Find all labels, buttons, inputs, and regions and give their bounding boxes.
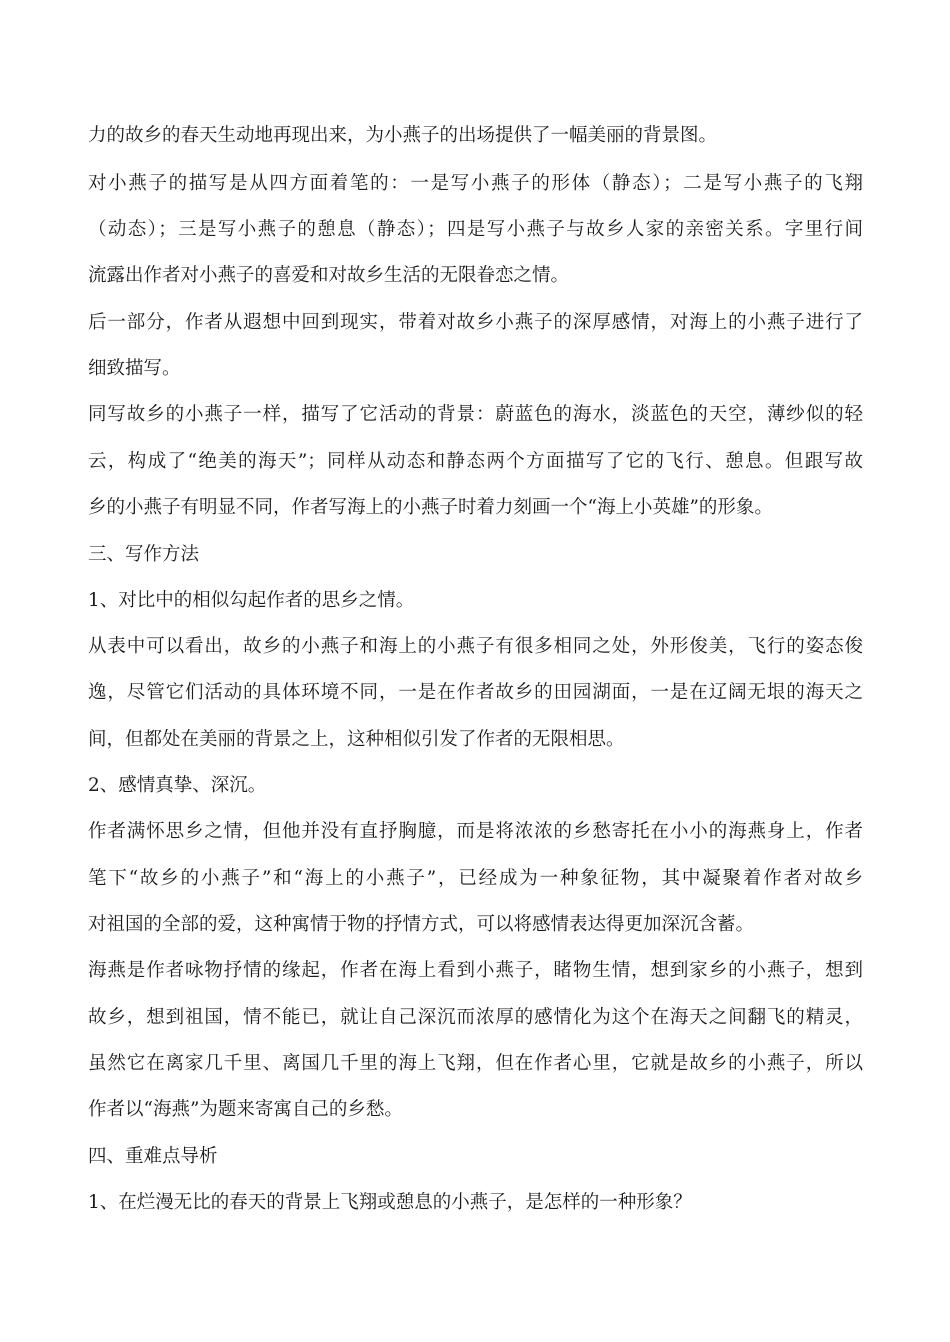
section-heading: 三、写作方法 (88, 544, 200, 565)
text-line: 后一部分，作者从遐想中回到现实，带着对故乡小燕子的深厚感情，对海上的小燕子进行了 (88, 312, 863, 333)
text-line: （动态）；三是写小燕子的憩息（静态）；四是写小燕子与故乡人家的亲密关系。字里行间 (88, 219, 863, 240)
text-line: 作者满怀思乡之情，但他并没有直抒胸臆，而是将浓浓的乡愁寄托在小小的海燕身上，作者 (88, 821, 863, 842)
text-line: 乡的小燕子有明显不同，作者写海上的小燕子时着力刻画一个“海上小英雄”的形象。 (88, 497, 773, 518)
text-line: 间，但都处在美丽的背景之上，这种相似引发了作者的无限相思。 (88, 729, 625, 750)
text-line: 对祖国的全部的爱，这种寓情于物的抒情方式，可以将感情表达得更加深沉含蓄。 (88, 914, 755, 935)
text-line: 细致描写。 (88, 358, 181, 379)
text-line: 云，构成了“绝美的海天”；同样从动态和静态两个方面描写了它的飞行、憩息。但跟写故 (88, 451, 863, 472)
subheading: 1、在烂漫无比的春天的背景上飞翔或憩息的小燕子，是怎样的一种形象？ (88, 1192, 692, 1213)
text-line: 海燕是作者咏物抒情的缘起，作者在海上看到小燕子，睹物生情，想到家乡的小燕子，想到 (88, 960, 863, 981)
text-line: 从表中可以看出，故乡的小燕子和海上的小燕子有很多相同之处，外形俊美，飞行的姿态俊 (88, 636, 863, 657)
subheading: 1、对比中的相似勾起作者的思乡之情。 (88, 590, 415, 611)
text-line: 虽然它在离家几千里、离国几千里的海上飞翔，但在作者心里，它就是故乡的小燕子，所以 (88, 1053, 863, 1074)
text-line: 同写故乡的小燕子一样，描写了它活动的背景：蔚蓝色的海水，淡蓝色的天空，薄纱似的轻 (88, 404, 863, 425)
text-line: 流露出作者对小燕子的喜爱和对故乡生活的无限眷恋之情。 (88, 265, 570, 286)
subheading: 2、感情真挚、深沉。 (88, 775, 267, 796)
text-line: 逸，尽管它们活动的具体环境不同，一是在作者故乡的田园湖面，一是在辽阔无垠的海天之 (88, 682, 863, 703)
text-line: 作者以“海燕”为题来寄寓自己的乡愁。 (88, 1099, 403, 1120)
text-line: 故乡，想到祖国，情不能已，就让自己深沉而浓厚的感情化为这个在海天之间翻飞的精灵， (88, 1007, 863, 1028)
text-line: 对小燕子的描写是从四方面着笔的：一是写小燕子的形体（静态）；二是写小燕子的飞翔 (88, 173, 863, 194)
text-line: 笔下“故乡的小燕子”和“海上的小燕子”，已经成为一种象征物，其中凝聚着作者对故乡 (88, 868, 863, 889)
text-line: 力的故乡的春天生动地再现出来，为小燕子的出场提供了一幅美丽的背景图。 (88, 125, 718, 146)
section-heading: 四、重难点导析 (88, 1146, 218, 1167)
